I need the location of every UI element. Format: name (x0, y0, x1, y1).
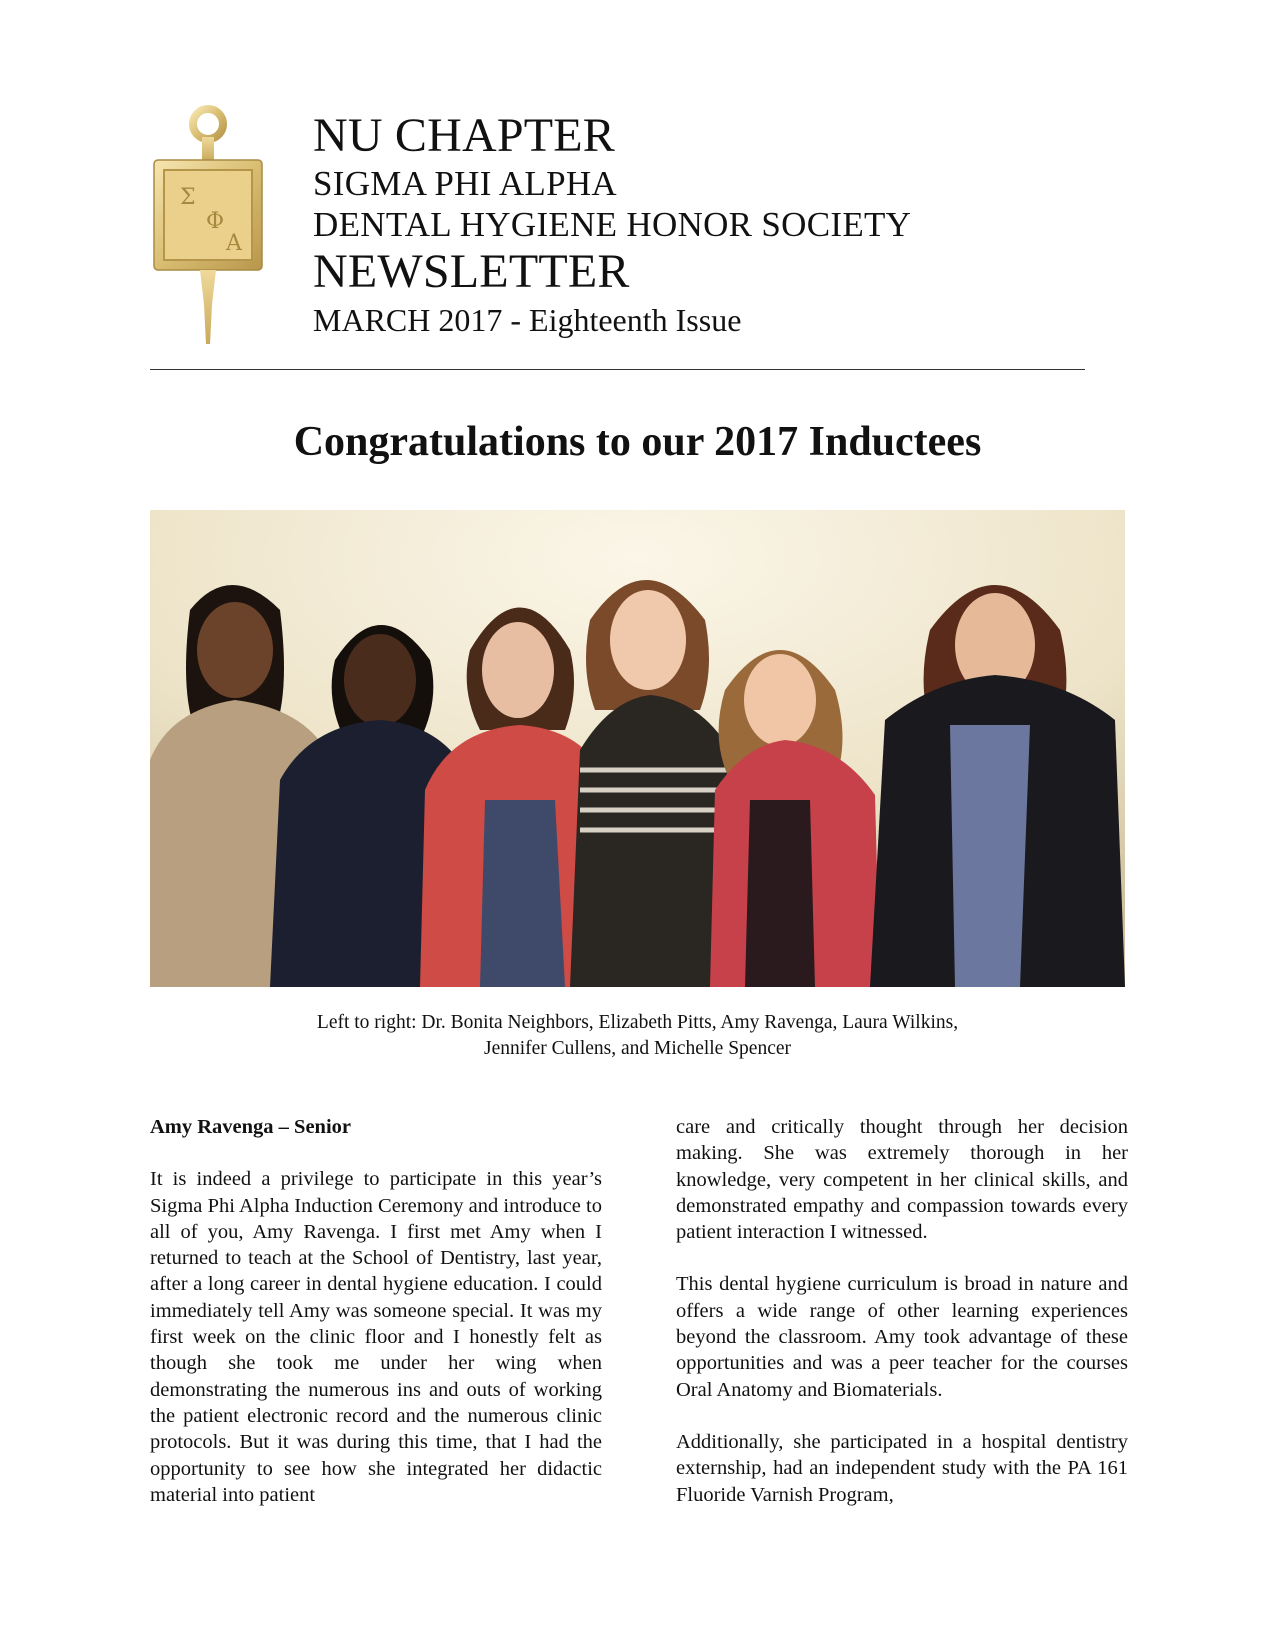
inductees-group-photo (150, 510, 1125, 987)
article-column-left (150, 1114, 602, 1534)
photo-caption (150, 1010, 1125, 1062)
article-paragraph: Additionally, she participated in a hospital dentistry externship, had an independent study with the PA 161 Fluoride Varnish Program, (676, 1430, 1128, 1506)
masthead (313, 109, 912, 338)
chapter-name: NU CHAPTER (313, 109, 616, 162)
society-description: DENTAL HYGIENE HONOR SOCIETY (313, 205, 912, 244)
logo-letter-sigma: Σ (180, 185, 196, 210)
caption-line-1: Left to right: Dr. Bonita Neighbors, Elizabeth Pitts, Amy Ravenga, Laura Wilkins, (316, 1012, 959, 1033)
logo-letter-alpha: Α (226, 231, 242, 256)
masthead-divider (150, 369, 1085, 370)
newsletter-title: NEWSLETTER (313, 245, 630, 298)
caption-line-2: Jennifer Cullens, and Michelle Spencer (483, 1038, 792, 1059)
honor-key-logo (150, 104, 270, 349)
article-paragraph: care and critically thought through her decision making. She was extremely thorough in her knowledge, very competent in her clinical skills, and demonstrated empathy and compassion towards every patient interaction I witnessed. (676, 1116, 1128, 1244)
article-paragraph: This dental hygiene curriculum is broad in nature and offers a wide range of other learning experiences beyond the classroom. Amy took advantage of these opportunities and was a peer teacher for the courses Oral Anatomy and Biomaterials. (676, 1273, 1128, 1401)
logo-letter-phi: Φ (206, 209, 225, 234)
page-headline: Congratulations to our 2017 Inductees (293, 419, 982, 465)
article-paragraph: It is indeed a privilege to participate in this year’s Sigma Phi Alpha Induction Ceremony and introduce to all of you, Amy Ravenga. I first met Amy when I returned to teach at the School of Dentistry, last year, after a long career in dental hygiene education. I could immediately tell Amy was someone special. It was my first week on the clinic floor and I honestly felt as though she took me under her wing when demonstrating the numerous ins and outs of working the patient electronic record and the numerous clinic protocols. But it was during this time, that I had the opportunity to see how she integrated her didactic material into patient (150, 1168, 602, 1506)
society-name: SIGMA PHI ALPHA (313, 164, 617, 203)
article-column-right (676, 1114, 1128, 1534)
article-heading: Amy Ravenga – Senior (150, 1116, 352, 1138)
issue-date: MARCH 2017 - Eighteenth Issue (313, 302, 742, 338)
